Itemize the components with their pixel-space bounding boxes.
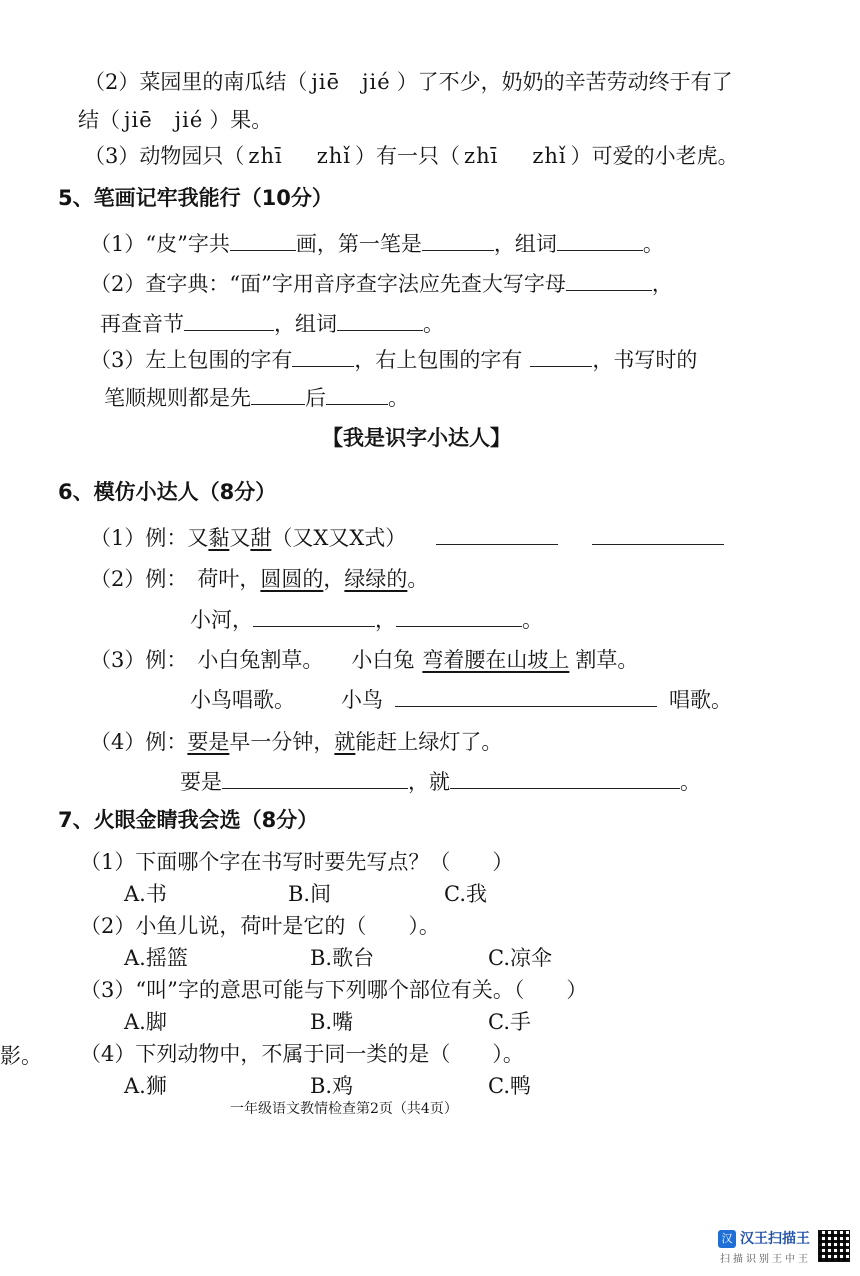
answer-blank[interactable] [557, 230, 643, 251]
q7-option-b[interactable]: B.歌台 [310, 946, 375, 970]
page-footer: 一年级语文教情检查第2页（共4页） [230, 1101, 458, 1117]
q7-option-b[interactable]: B.鸡 [310, 1074, 354, 1098]
scanner-logo-icon: 汉 [718, 1230, 736, 1248]
answer-blank[interactable] [253, 606, 375, 627]
q7-question-1: （1）下面哪个字在书写时要先写点？（ ） [80, 850, 514, 874]
answer-blank[interactable] [184, 310, 274, 331]
q6-line-2: （2）例： 荷叶，圆圆的，绿绿的。 [90, 567, 429, 591]
answer-blank[interactable] [337, 310, 423, 331]
answer-blank[interactable] [592, 524, 724, 545]
q7-option-c[interactable]: C.凉伞 [488, 946, 552, 970]
q7-option-a[interactable]: A.书 [124, 882, 167, 906]
q5-line-1: （1）“皮”字共 画，第一笔是 ，组词 。 [90, 232, 664, 256]
q6-line-4: （4）例：要是早一分钟，就能赶上绿灯了。 [90, 730, 503, 754]
answer-blank[interactable] [422, 230, 494, 251]
q6-line-4-cont: 要是 ，就 。 [180, 770, 701, 794]
watermark-title: 汉王扫描王 [740, 1231, 810, 1247]
edge-text: 影。 [0, 1044, 42, 1068]
q4-line-3: （3）动物园只（ zhī zhǐ ）有一只（ zhī zhǐ ）可爱的小老虎。 [84, 144, 739, 168]
answer-blank[interactable] [230, 230, 296, 251]
answer-blank[interactable] [566, 270, 652, 291]
answer-blank[interactable] [222, 768, 408, 789]
scanner-watermark [718, 1228, 848, 1268]
answer-blank[interactable] [450, 768, 680, 789]
q7-option-b[interactable]: B.嘴 [310, 1010, 354, 1034]
q7-option-c[interactable]: C.手 [488, 1010, 531, 1034]
section-title: 【我是识字小达人】 [322, 426, 511, 450]
q5-line-3-cont: 笔顺规则都是先 后 。 [104, 386, 409, 410]
q7-option-a[interactable]: A.狮 [124, 1074, 167, 1098]
answer-blank[interactable] [530, 346, 592, 367]
q7-title: 7、火眼金睛我会选（8分） [58, 808, 319, 832]
q7-option-c[interactable]: C.我 [444, 882, 487, 906]
q7-option-c[interactable]: C.鸭 [488, 1074, 531, 1098]
q6-title: 6、模仿小达人（8分） [58, 480, 277, 504]
answer-blank[interactable] [396, 606, 522, 627]
q7-question-4: （4）下列动物中，不属于同一类的是（ ）。 [80, 1042, 524, 1066]
answer-blank[interactable] [395, 686, 657, 707]
q4-line-2-cont: 结（ jiē jié ）果。 [78, 108, 273, 132]
q7-option-a[interactable]: A.摇篮 [124, 946, 188, 970]
q7-option-a[interactable]: A.脚 [124, 1010, 167, 1034]
answer-blank[interactable] [292, 346, 354, 367]
q7-question-3: （3）“叫”字的意思可能与下列哪个部位有关。（ ） [80, 978, 588, 1002]
q5-line-3: （3）左上包围的字有 ，右上包围的字有 ，书写时的 [90, 348, 698, 372]
q5-line-2: （2）查字典：“面”字用音序查字法应先查大写字母 ， [90, 272, 673, 296]
answer-blank[interactable] [436, 524, 558, 545]
watermark-subtitle: 扫描识别王中王 [720, 1254, 811, 1265]
q7-option-b[interactable]: B.间 [288, 882, 332, 906]
q6-line-3-cont: 小鸟唱歌。 小鸟 唱歌。 [190, 688, 732, 712]
answer-blank[interactable] [326, 384, 388, 405]
qr-code-icon [818, 1230, 850, 1262]
q7-question-2: （2）小鱼儿说，荷叶是它的（ ）。 [80, 914, 440, 938]
q6-line-2-cont: 小河， ， 。 [190, 608, 543, 632]
answer-blank[interactable] [251, 384, 305, 405]
q5-line-2-cont: 再查音节 ，组词 。 [100, 312, 444, 336]
q5-title: 5、笔画记牢我能行（10分） [58, 186, 333, 210]
q6-line-3: （3）例： 小白兔割草。 小白兔 弯着腰在山坡上 割草。 [90, 648, 639, 672]
q6-line-1: （1）例：又黏又甜（又X又X式） [90, 524, 724, 552]
q4-line-2: （2）菜园里的南瓜结（ jiē jié ）了不少，奶奶的辛苦劳动终于有了 [84, 70, 733, 94]
